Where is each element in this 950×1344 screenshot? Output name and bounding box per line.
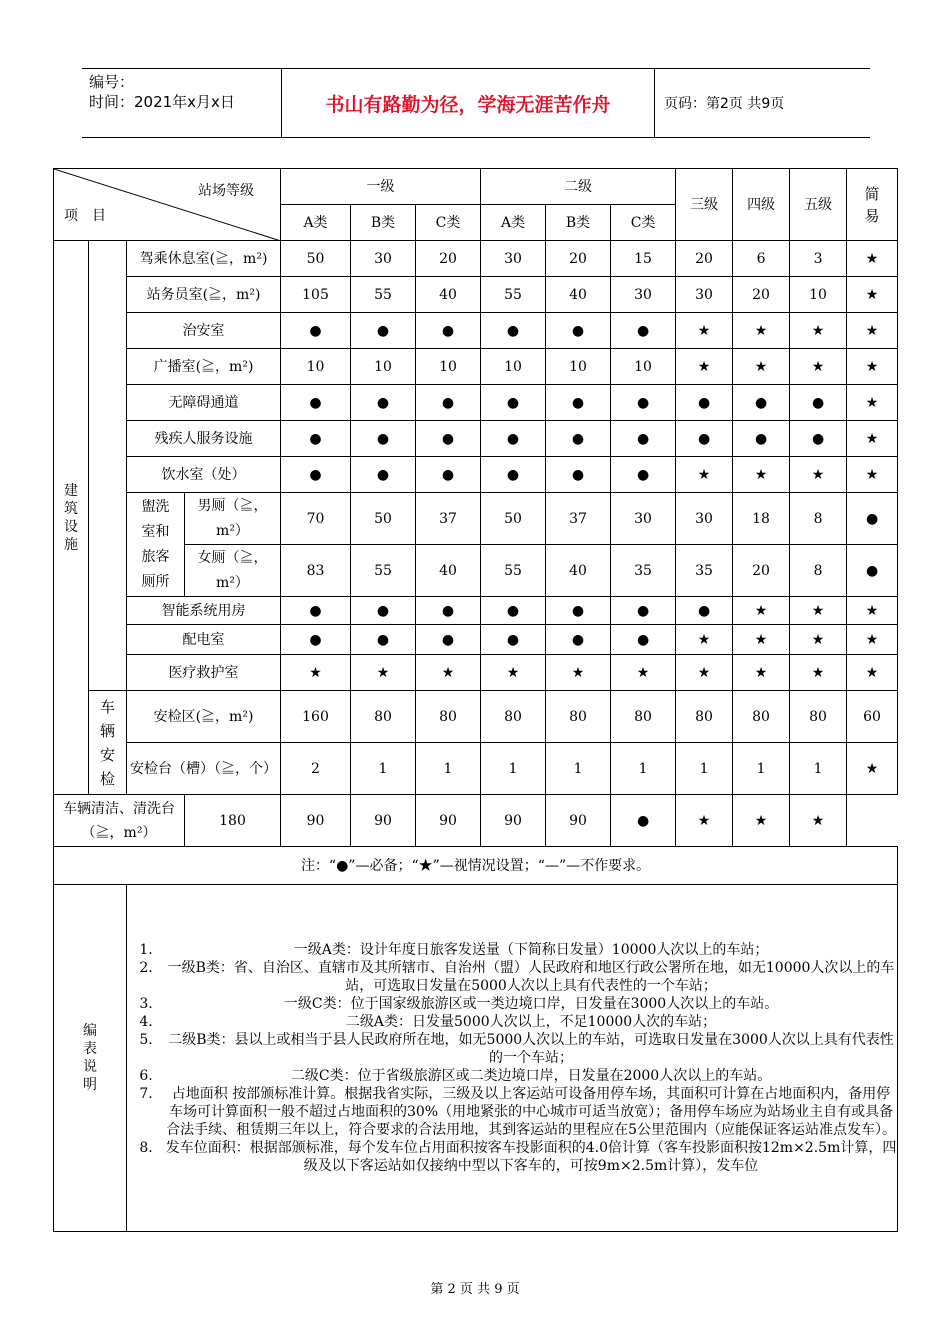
- table-cell: ●: [611, 313, 676, 349]
- table-cell: ●: [351, 313, 416, 349]
- level2-class-c: C类: [611, 205, 676, 241]
- table-cell: 35: [611, 545, 676, 597]
- header-page-label: 页码：第2页 共9页: [664, 96, 785, 112]
- level1-class-b: B类: [351, 205, 416, 241]
- explanation-text: 二级C类：位于省级旅游区或二类边境口岸，日发量在2000人次以上的车站。: [290, 1068, 772, 1084]
- row-label: 广播室(≧，m²): [127, 349, 281, 385]
- table-cell: ★: [733, 597, 790, 625]
- table-cell: 30: [611, 493, 676, 545]
- table-cell: ★: [847, 349, 898, 385]
- table-cell: ●: [416, 597, 481, 625]
- table-cell: 80: [676, 691, 733, 743]
- row-label: 站务员室(≧，m²): [127, 277, 281, 313]
- table-cell: ●: [546, 421, 611, 457]
- table-cell: 80: [790, 691, 847, 743]
- table-cell: ●: [351, 385, 416, 421]
- table-cell: 55: [351, 277, 416, 313]
- table-cell: ●: [416, 625, 481, 655]
- table-cell: ★: [847, 743, 898, 795]
- table-cell: 55: [351, 545, 416, 597]
- table-cell: ★: [676, 795, 733, 847]
- table-row: [54, 743, 898, 795]
- table-cell: ●: [281, 313, 351, 349]
- table-cell: ★: [733, 625, 790, 655]
- table-cell: ★: [676, 655, 733, 691]
- table-cell: 30: [351, 241, 416, 277]
- table-cell: 18: [733, 493, 790, 545]
- table-cell: 1: [790, 743, 847, 795]
- explanation-number: 5.: [139, 1032, 153, 1048]
- table-cell: 20: [546, 241, 611, 277]
- table-row: [54, 795, 898, 847]
- table-cell: ●: [611, 457, 676, 493]
- table-cell: 40: [546, 545, 611, 597]
- table-cell: ●: [546, 385, 611, 421]
- table-cell: 10: [790, 277, 847, 313]
- table-cell: 6: [733, 241, 790, 277]
- table-cell: 30: [611, 277, 676, 313]
- table-cell: 40: [546, 277, 611, 313]
- table-cell: ●: [281, 385, 351, 421]
- group-label-vehicle: 车辆安检: [89, 691, 127, 795]
- table-cell: ★: [676, 625, 733, 655]
- table-row: [54, 691, 898, 743]
- table-cell: 50: [481, 493, 546, 545]
- table-cell: ●: [351, 457, 416, 493]
- table-cell: ●: [546, 457, 611, 493]
- date-label: 时间：2021年x月x日: [89, 93, 235, 111]
- table-cell: ★: [481, 655, 546, 691]
- table-cell: ★: [733, 655, 790, 691]
- table-cell: ★: [676, 313, 733, 349]
- table-cell: 10: [281, 349, 351, 385]
- table-cell: 37: [416, 493, 481, 545]
- row-label: 驾乘休息室(≧，m²): [127, 241, 281, 277]
- row-label: 无障碍通道: [127, 385, 281, 421]
- table-row: [54, 625, 898, 655]
- table-cell: ●: [281, 421, 351, 457]
- row-label: 女厕（≧，m²）: [185, 545, 281, 597]
- table-cell: 10: [546, 349, 611, 385]
- table-cell: ●: [416, 457, 481, 493]
- table-cell: 8: [790, 493, 847, 545]
- table-cell: 10: [416, 349, 481, 385]
- explanation-item: [127, 1139, 897, 1175]
- table-cell: ●: [546, 625, 611, 655]
- corner-top-label: 站场等级: [198, 183, 254, 199]
- note-row: [54, 847, 898, 885]
- washroom-group-label: 盥洗室和旅客厕所: [127, 493, 185, 597]
- table-cell: ★: [416, 655, 481, 691]
- table-row: [54, 241, 898, 277]
- table-cell: ●: [611, 597, 676, 625]
- table-cell: ★: [733, 457, 790, 493]
- table-cell: ●: [611, 421, 676, 457]
- level3-header: 三级: [676, 169, 733, 241]
- explanation-text: 一级B类：省、自治区、直辖市及其所辖市、自治州（盟）人民政府和地区行政公署所在地，如无10000人次以上的车站，可选取日发量在5000人次以上具有代表性的一个车站；: [167, 960, 895, 994]
- table-cell: ●: [733, 385, 790, 421]
- explanation-item: [127, 995, 897, 1013]
- table-cell: ★: [847, 313, 898, 349]
- table-cell: 10: [351, 349, 416, 385]
- table-cell: 80: [733, 691, 790, 743]
- table-cell: ★: [790, 313, 847, 349]
- table-cell: 10: [481, 349, 546, 385]
- table-cell: 90: [351, 795, 416, 847]
- table-cell: 1: [611, 743, 676, 795]
- table-cell: 1: [546, 743, 611, 795]
- table-row: [54, 277, 898, 313]
- table-cell: ●: [847, 493, 898, 545]
- level2-class-b: B类: [546, 205, 611, 241]
- explanation-item: [127, 1013, 897, 1031]
- corner-diagonal: [54, 169, 281, 241]
- table-cell: ●: [546, 313, 611, 349]
- table-cell: ★: [847, 625, 898, 655]
- table-cell: ★: [733, 313, 790, 349]
- table-cell: ●: [481, 597, 546, 625]
- table-cell: 40: [416, 277, 481, 313]
- row-label: 饮水室（处）: [127, 457, 281, 493]
- table-cell: 30: [481, 241, 546, 277]
- explanation-text: 一级A类：设计年度日旅客发送量（下简称日发量）10000人次以上的车站；: [293, 942, 769, 958]
- table-cell: 105: [281, 277, 351, 313]
- table-cell: ★: [847, 421, 898, 457]
- table-cell: 1: [416, 743, 481, 795]
- table-cell: ●: [847, 545, 898, 597]
- table-corner-cell: [54, 169, 281, 241]
- table-cell: ●: [416, 385, 481, 421]
- table-cell: 80: [481, 691, 546, 743]
- table-row: [54, 597, 898, 625]
- page-header: [82, 68, 870, 138]
- table-cell: 37: [546, 493, 611, 545]
- explanation-item: [127, 1085, 897, 1139]
- explanation-text: 占地面积 按部颁标准计算。根据我省实际，三级及以上客运站可设备用停车场，其面积可计算在占地面积内，备用停车场可计算面积一般不超过占地面积的30%（用地紧张的中心城市可适当放宽）；备用停车场应为站场业主自有或具备合法手续、租赁期三年以上，符合要求的合法用地，其到客运站的里程应在5公里范围内（应能保证客运站准点发车）。: [166, 1086, 896, 1138]
- table-cell: ●: [676, 597, 733, 625]
- header-motto: 书山有路勤为径，学海无涯苦作舟: [282, 69, 655, 137]
- station-facility-table: [53, 168, 898, 1232]
- table-cell: 80: [611, 691, 676, 743]
- table-cell: 90: [546, 795, 611, 847]
- explanation-number: 6.: [139, 1068, 153, 1084]
- table-cell: 60: [847, 691, 898, 743]
- table-cell: ★: [790, 795, 847, 847]
- level2-class-a: A类: [481, 205, 546, 241]
- table-cell: ★: [281, 655, 351, 691]
- explanation-text: 二级B类：县以上或相当于县人民政府所在地，如无5000人次以上的车站，可选取日发量在3000人次以上具有代表性的一个车站；: [168, 1032, 894, 1066]
- row-label: 男厕（≧，m²）: [185, 493, 281, 545]
- table-cell: 40: [416, 545, 481, 597]
- table-cell: 3: [790, 241, 847, 277]
- table-row: [54, 457, 898, 493]
- table-cell: ●: [481, 457, 546, 493]
- table-cell: ★: [733, 795, 790, 847]
- table-cell: 160: [281, 691, 351, 743]
- table-cell: 55: [481, 277, 546, 313]
- table-cell: 83: [281, 545, 351, 597]
- table-cell: 1: [351, 743, 416, 795]
- corner-bottom-label: 项 目: [64, 208, 106, 224]
- table-cell: 50: [351, 493, 416, 545]
- table-cell: 35: [676, 545, 733, 597]
- table-cell: ●: [351, 421, 416, 457]
- table-cell: ★: [847, 597, 898, 625]
- explanation-number: 2.: [139, 960, 153, 976]
- table-cell: ●: [611, 385, 676, 421]
- table-cell: 1: [733, 743, 790, 795]
- table-cell: ●: [481, 313, 546, 349]
- table-cell: ●: [481, 421, 546, 457]
- table-cell: ●: [611, 625, 676, 655]
- table-cell: ★: [676, 457, 733, 493]
- level5-header: 五级: [790, 169, 847, 241]
- explanation-item: [127, 959, 897, 995]
- row-label: 残疾人服务设施: [127, 421, 281, 457]
- level1-class-c: C类: [416, 205, 481, 241]
- level1-header: 一级: [281, 169, 481, 205]
- explanation-number: 7.: [139, 1086, 153, 1102]
- row-label: 安检区(≧，m²): [127, 691, 281, 743]
- explanation-label: 编表说明: [54, 885, 127, 1232]
- table-row: [54, 385, 898, 421]
- table-cell: ★: [546, 655, 611, 691]
- page-footer: 第 2 页 共 9 页: [430, 1282, 520, 1297]
- table-cell: 180: [185, 795, 281, 847]
- table-cell: 50: [281, 241, 351, 277]
- table-cell: 80: [351, 691, 416, 743]
- table-cell: 2: [281, 743, 351, 795]
- table-cell: ★: [847, 277, 898, 313]
- table-cell: ●: [481, 625, 546, 655]
- row-label: 安检台（槽）（≧，个）: [127, 743, 281, 795]
- table-cell: 70: [281, 493, 351, 545]
- explanation-text: 二级A类：日发量5000人次以上，不足10000人次的车站；: [345, 1014, 717, 1030]
- level1-class-a: A类: [281, 205, 351, 241]
- header-meta: [82, 69, 282, 137]
- table-cell: ★: [790, 457, 847, 493]
- level2-header: 二级: [481, 169, 676, 205]
- table-cell: ●: [676, 421, 733, 457]
- explanation-list: [127, 885, 898, 1232]
- table-cell: ★: [351, 655, 416, 691]
- row-label: 治安室: [127, 313, 281, 349]
- explanation-item: [127, 1067, 897, 1085]
- blank-subgroup-cell: [89, 241, 127, 691]
- explanation-number: 1.: [139, 942, 153, 958]
- explanation-item: [127, 941, 897, 959]
- table-row: [54, 421, 898, 457]
- table-cell: 1: [481, 743, 546, 795]
- table-cell: 20: [733, 545, 790, 597]
- row-label: 配电室: [127, 625, 281, 655]
- table-cell: ●: [546, 597, 611, 625]
- table-cell: 20: [676, 241, 733, 277]
- number-label: 编号：: [89, 73, 135, 91]
- table-cell: 80: [416, 691, 481, 743]
- table-cell: 90: [481, 795, 546, 847]
- table-row: [54, 655, 898, 691]
- table-cell: 30: [676, 493, 733, 545]
- explanation-number: 8.: [139, 1140, 153, 1156]
- table-cell: 10: [611, 349, 676, 385]
- table-cell: ●: [481, 385, 546, 421]
- table-cell: ★: [790, 597, 847, 625]
- explanation-text: 发车位面积：根据部颁标准，每个发车位占用面积按客车投影面积的4.0倍计算（客车投影面积按12m×2.5m计算，四级及以下客运站如仅接纳中型以下客车的，可按9m×2.5m计算），发车位: [165, 1140, 897, 1174]
- explanation-row: [54, 885, 898, 1232]
- explanation-text: 一级C类：位于国家级旅游区或一类边境口岸，日发量在3000人次以上的车站。: [283, 996, 779, 1012]
- table-cell: 55: [481, 545, 546, 597]
- table-cell: ●: [733, 421, 790, 457]
- row-label: 车辆清洁、清洗台（≧，m²）: [54, 795, 185, 847]
- table-row: [54, 493, 898, 545]
- table-cell: ●: [790, 421, 847, 457]
- explanation-number: 3.: [139, 996, 153, 1012]
- table-cell: 90: [281, 795, 351, 847]
- table-cell: ★: [847, 655, 898, 691]
- table-cell: ●: [676, 385, 733, 421]
- table-row: [54, 349, 898, 385]
- table-cell: ★: [790, 655, 847, 691]
- table-cell: ★: [611, 655, 676, 691]
- legend-note: 注：“●”—必备；“★”—视情况设置；“—”—不作要求。: [54, 847, 898, 885]
- table-row: [54, 313, 898, 349]
- table-cell: 1: [676, 743, 733, 795]
- table-cell: ★: [847, 241, 898, 277]
- table-cell: ●: [416, 313, 481, 349]
- table-cell: ●: [351, 597, 416, 625]
- table-cell: ●: [281, 597, 351, 625]
- table-cell: 90: [416, 795, 481, 847]
- table-cell: 30: [676, 277, 733, 313]
- table-cell: ★: [733, 349, 790, 385]
- row-label: 医疗救护室: [127, 655, 281, 691]
- explanation-number: 4.: [139, 1014, 153, 1030]
- table-cell: ●: [351, 625, 416, 655]
- table-cell: 80: [546, 691, 611, 743]
- row-label: 智能系统用房: [127, 597, 281, 625]
- level4-header: 四级: [733, 169, 790, 241]
- table-cell: ●: [790, 385, 847, 421]
- table-cell: ●: [281, 625, 351, 655]
- table-cell: ●: [281, 457, 351, 493]
- table-cell: 15: [611, 241, 676, 277]
- simple-header: 简易: [847, 169, 898, 241]
- table-cell: 8: [790, 545, 847, 597]
- table-cell: ●: [611, 795, 676, 847]
- table-cell: ★: [676, 349, 733, 385]
- table-cell: 20: [733, 277, 790, 313]
- group-label-building: 建筑设施: [54, 241, 89, 795]
- table-cell: ●: [416, 421, 481, 457]
- table-cell: ★: [790, 349, 847, 385]
- table-cell: ★: [790, 625, 847, 655]
- explanation-item: [127, 1031, 897, 1067]
- table-cell: ★: [847, 385, 898, 421]
- table-cell: ★: [847, 457, 898, 493]
- table-cell: 20: [416, 241, 481, 277]
